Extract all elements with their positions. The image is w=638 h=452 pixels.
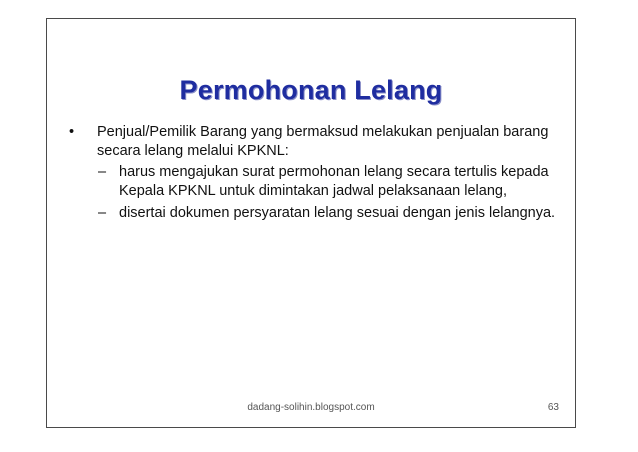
slide	[46, 18, 576, 428]
page-number: 63	[547, 402, 559, 413]
sub-item-marker: –	[98, 164, 107, 180]
bullet-marker: •	[69, 124, 75, 140]
sub-item-marker: –	[98, 205, 107, 221]
sub-item	[65, 204, 565, 223]
bullet-text: Penjual/Pemilik Barang yang bermaksud melakukan penjualan barang secara lelang melalui KPKNL:	[97, 124, 549, 159]
footer-source: dadang-solihin.blogspot.com	[247, 402, 375, 413]
slide-title: Permohonan Lelang	[179, 75, 443, 105]
bullet-item	[65, 123, 565, 160]
sub-item-text: harus mengajukan surat permohonan lelang secara tertulis kepada Kepala KPKNL untuk dimintakan jadwal pelaksanaan lelang,	[119, 164, 549, 199]
sub-item-text: disertai dokumen persyaratan lelang sesuai dengan jenis lelangnya.	[119, 205, 556, 221]
slide-body	[65, 123, 565, 223]
sub-item	[65, 163, 565, 200]
